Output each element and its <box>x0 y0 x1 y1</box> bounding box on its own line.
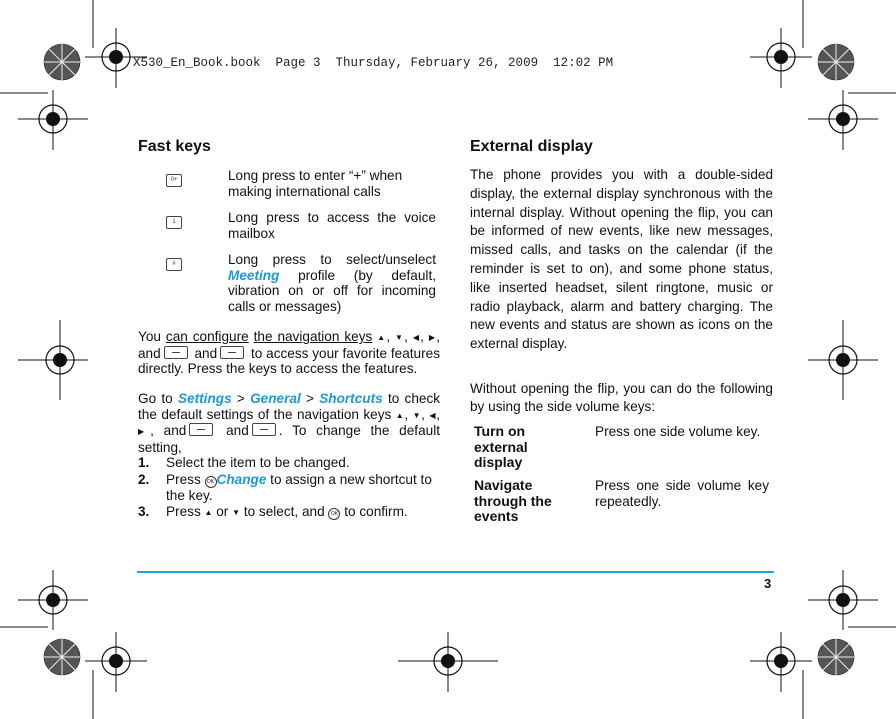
menu-settings: Settings <box>178 391 232 406</box>
meeting-profile-label: Meeting <box>228 267 280 283</box>
footer-divider <box>137 571 774 573</box>
one-voicemail-key-icon: 1 <box>166 210 182 229</box>
table-desc-turn-on: Press one side volume key. <box>595 424 761 439</box>
fastkey-text-plus: Long press to enter “+” when making international calls <box>228 168 403 199</box>
ok-key-icon: OK <box>205 476 217 488</box>
fastkey-text-voicemail: Long press to access the voice mailbox <box>228 210 436 241</box>
goto-paragraph: Go to Settings > General > Shortcuts to check the default settings of the navigation keys ▲, ▼, ◀, ▶, and and . To change the default setting, <box>138 391 441 455</box>
navigation-paragraph: You can configure the navigation keys ▲, ▼, ◀, ▶, and and to access your favorite features directly. Press the keys to access the features. <box>138 329 440 377</box>
menu-general: General <box>250 391 301 406</box>
hash-key-icon: # <box>166 252 182 271</box>
left-softkey-icon <box>164 346 188 359</box>
table-label-navigate: Navigate through the events <box>474 477 552 525</box>
up-arrow-icon: ▲ <box>377 333 387 342</box>
table-desc-navigate: Press one side volume key repeatedly. <box>595 478 769 509</box>
page-number: 3 <box>764 576 772 591</box>
volume-keys-intro: Without opening the flip, you can do the following by using the side volume keys: <box>470 381 773 414</box>
table-label-turn-on: Turn on external display <box>474 423 528 471</box>
fastkey-text-meeting: Long press to select/unselect Meeting profile (by default, vibration on or off for incoming calls or messages) <box>228 252 436 314</box>
down-arrow-icon: ▼ <box>395 333 405 342</box>
external-display-paragraph: The phone provides you with a double-sided display, the external display synchronous with the internal display. Without opening the flip, you can be informed of new events, like new messages, missed calls, and tasks on the calendar (if the reminder is set to on), and some phone status, like inserted headset, silent ringtone, music or radio playback, alarm and battery charging. The new events and status are shown as icons on the external display. <box>470 167 773 352</box>
right-softkey-icon <box>220 346 244 359</box>
step-3: 3. Press ▲ or ▼ to select, and OK to confirm. <box>138 504 408 520</box>
step-1: 1. Select the item to be changed. <box>138 455 350 470</box>
ok-key-icon: OK <box>328 508 340 520</box>
menu-shortcuts: Shortcuts <box>319 391 383 406</box>
steps-list <box>138 455 440 521</box>
left-arrow-icon: ◀ <box>412 333 421 342</box>
external-display-title: External display <box>470 138 593 155</box>
right-arrow-icon: ▶ <box>428 333 437 342</box>
fast-keys-title: Fast keys <box>138 138 211 155</box>
step-2: 2. Press OK Change to assign a new shortcut to the key. <box>138 471 432 503</box>
print-header: X530_En_Book.book Page 3 Thursday, February 26, 2009 12:02 PM <box>133 56 614 70</box>
zero-plus-key-icon: 0+ <box>166 168 182 187</box>
